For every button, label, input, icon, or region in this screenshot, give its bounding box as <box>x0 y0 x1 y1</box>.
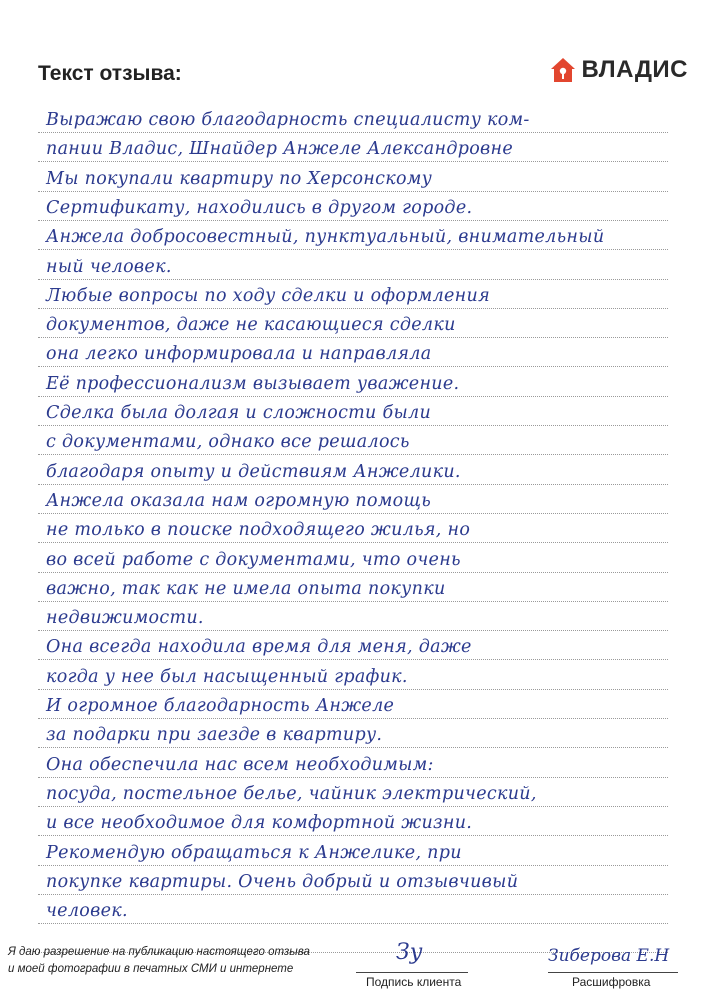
ruled-line <box>38 484 668 485</box>
ruled-line <box>38 806 668 807</box>
ruled-line <box>38 191 668 192</box>
signature-label: Подпись клиента <box>366 975 462 989</box>
review-line: и все необходимое для комфортной жизни. <box>46 813 473 834</box>
ruled-line <box>38 337 668 338</box>
review-line: Она обеспечила нас всем необходимым: <box>46 754 434 775</box>
ruled-line <box>38 396 668 397</box>
ruled-line <box>38 542 668 543</box>
ruled-line <box>38 865 668 866</box>
ruled-line <box>38 366 668 367</box>
permission-line: и моей фотографии в печатных СМИ и интернете <box>8 963 294 975</box>
house-key-icon <box>550 57 576 83</box>
review-line: пании Владис, Шнайдер Анжеле Александровне <box>46 139 514 160</box>
ruled-line <box>38 923 668 924</box>
ruled-line <box>38 689 668 690</box>
ruled-line <box>38 161 668 162</box>
ruled-line <box>38 777 668 778</box>
ruled-line <box>38 454 668 455</box>
ruled-line <box>38 249 668 250</box>
publication-permission <box>8 944 310 978</box>
review-line: за подарки при заезде в квартиру. <box>46 725 383 746</box>
review-line: Она всегда находила время для меня, даже <box>46 637 472 658</box>
review-line: Сертификату, находились в другом городе. <box>46 197 473 218</box>
ruled-line <box>38 747 668 748</box>
ruled-line <box>38 279 668 280</box>
ruled-line <box>38 894 668 895</box>
review-line: посуда, постельное белье, чайник электрический, <box>46 783 537 804</box>
ruled-line <box>38 718 668 719</box>
review-line: Её профессионализм вызывает уважение. <box>46 373 460 394</box>
vladis-logo <box>550 56 688 84</box>
review-line: благодаря опыту и действиям Анжелики. <box>46 461 461 482</box>
ruled-line <box>38 308 668 309</box>
ruled-line <box>38 630 668 631</box>
review-line: когда у нее был насыщенный график. <box>46 666 408 687</box>
client-name-transcript: Зиберова Е.Н <box>548 946 670 966</box>
review-line: не только в поиске подходящего жилья, но <box>46 520 471 541</box>
review-line: Выражаю свою благодарность специалисту ком- <box>46 110 530 130</box>
review-line: с документами, однако все решалось <box>46 432 410 453</box>
review-line: недвижимости. <box>46 608 204 629</box>
review-line: документов, даже не касающиеся сделки <box>46 315 456 336</box>
permission-line: Я даю разрешение на публикацию настоящего отзыва <box>8 946 310 958</box>
client-signature: Зу <box>396 940 423 965</box>
ruled-line <box>38 835 668 836</box>
review-line: Сделка была долгая и сложности были <box>46 403 432 423</box>
review-line: Мы покупали квартиру по Херсонскому <box>46 168 433 189</box>
review-line: во всей работе с документами, что очень <box>46 549 461 570</box>
ruled-line <box>38 425 668 426</box>
ruled-line <box>38 220 668 221</box>
review-line: человек. <box>46 901 128 922</box>
transcript-label: Расшифровка <box>572 975 651 989</box>
review-line: И огромное благодарность Анжеле <box>46 696 395 716</box>
review-line: Анжела добросовестный, пунктуальный, внимательный <box>46 227 605 248</box>
review-line: покупке квартиры. Очень добрый и отзывчивый <box>46 871 519 892</box>
signature-line <box>356 972 468 973</box>
ruled-line <box>38 572 668 573</box>
ruled-line <box>38 659 668 660</box>
review-line: она легко информировала и направляла <box>46 344 432 365</box>
ruled-line <box>38 132 668 133</box>
ruled-line <box>38 513 668 514</box>
review-line: Рекомендую обращаться к Анжелике, при <box>46 842 462 863</box>
review-line: Любые вопросы по ходу сделки и оформления <box>46 285 490 306</box>
page-title: Текст отзыва: <box>38 62 182 85</box>
ruled-line <box>38 601 668 602</box>
review-line: важно, так как не имела опыта покупки <box>46 578 446 599</box>
logo-text: ВЛАДИС <box>581 56 688 83</box>
review-line: Анжела оказала нам огромную помощь <box>46 490 432 511</box>
transcript-line <box>548 972 678 973</box>
review-line: ный человек. <box>46 256 172 277</box>
